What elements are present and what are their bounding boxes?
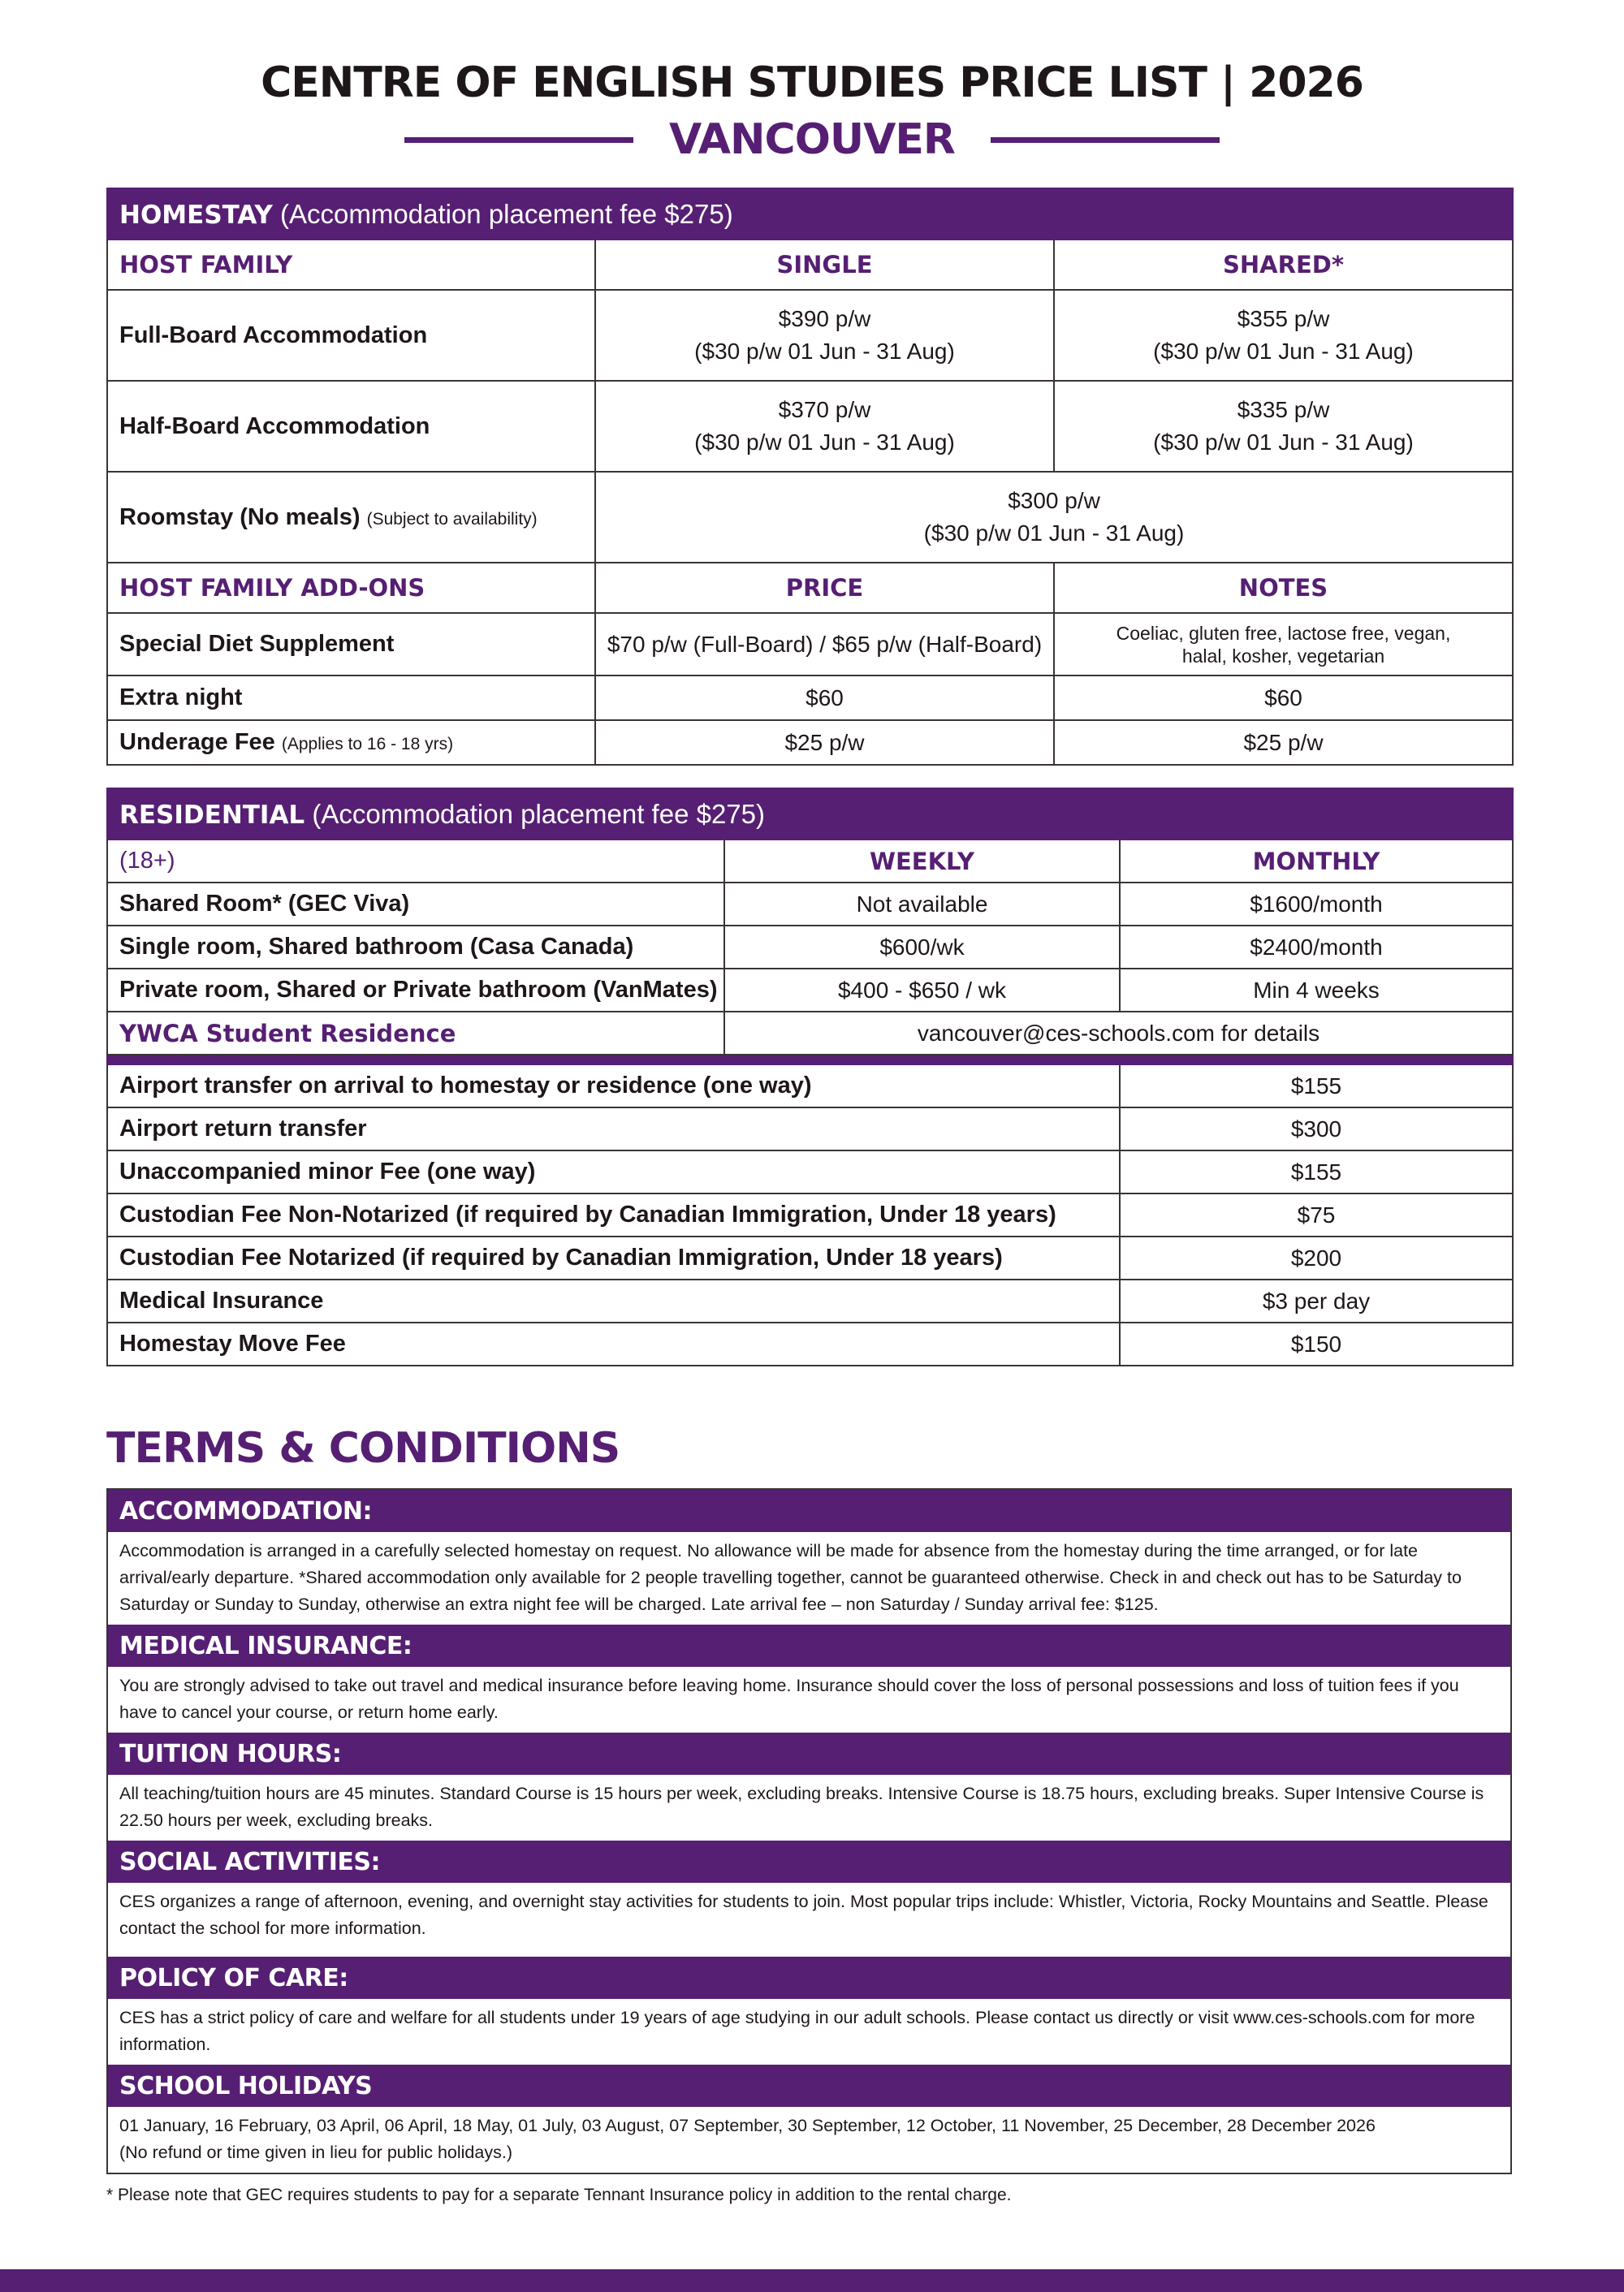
terms-section-body: You are strongly advised to take out travel and medical insurance before leaving home. Insurance should cover the loss of personal possessions and loss of tuition fees if you have to cancel your course, or return home early.	[108, 1667, 1510, 1733]
price-shared: $335 p/w	[1237, 397, 1330, 422]
table-row	[107, 1323, 1513, 1366]
table-row	[107, 290, 1513, 381]
footer-bar	[0, 2269, 1624, 2292]
row-label-ywca: YWCA Student Residence	[107, 1012, 724, 1055]
residential-banner	[107, 788, 1513, 840]
price-cell: $70 p/w (Full-Board) / $65 p/w (Half-Board)	[595, 613, 1054, 676]
footnote: * Please note that GEC requires students to pay for a separate Tennant Insurance policy in addition to the rental charge.	[106, 2186, 1012, 2204]
notes-line: Coeliac, gluten free, lactose free, vegan,	[1116, 622, 1451, 644]
table-row	[107, 1012, 1513, 1055]
price-roomstay-note: ($30 p/w 01 Jun - 31 Aug)	[923, 520, 1185, 546]
row-label: Airport return transfer	[107, 1107, 1120, 1150]
monthly-cell: $2400/month	[1120, 926, 1513, 969]
price-cell: $300	[1120, 1107, 1513, 1150]
terms-section-title: ACCOMMODATION:	[108, 1490, 1510, 1532]
city-name: VANCOUVER	[669, 115, 955, 164]
addons-header-row	[107, 563, 1513, 613]
row-label: Special Diet Supplement	[107, 613, 595, 676]
column-header-addons: HOST FAMILY ADD-ONS	[107, 563, 595, 613]
terms-section-title: TUITION HOURS:	[108, 1733, 1510, 1775]
row-label-text: Underage Fee	[119, 729, 275, 755]
price-cell: $25 p/w	[595, 720, 1054, 765]
price-cell: $150	[1120, 1323, 1513, 1366]
table-row	[107, 472, 1513, 563]
row-label	[107, 720, 595, 765]
page-title	[0, 58, 1624, 107]
terms-section-body: Accommodation is arranged in a carefully selected homestay on request. No allowance will be made for absence from the homestay during the time arranged, or for late arrival/early departure. *Shared accommodation only available for 2 people travelling together, cannot be guaranteed otherwise. Check in and check out has to be Saturday to Saturday or Sunday to Sunday, otherwise an extra night fee will be charged. Late arrival fee – non Saturday / Sunday arrival fee: $125.	[108, 1532, 1510, 1625]
table-row	[107, 926, 1513, 969]
price-cell: $155	[1120, 1064, 1513, 1107]
terms-section-title: SCHOOL HOLIDAYS	[108, 2065, 1510, 2107]
section-divider	[107, 1055, 1513, 1064]
terms-box	[106, 1488, 1512, 2174]
residential-price-table	[106, 788, 1514, 1366]
price-shared: $355 p/w	[1237, 306, 1330, 331]
column-header-age: (18+)	[107, 840, 724, 883]
column-header-shared: SHARED*	[1054, 240, 1513, 290]
table-row	[107, 676, 1513, 720]
table-row	[107, 1280, 1513, 1323]
terms-section-title: MEDICAL INSURANCE:	[108, 1625, 1510, 1667]
row-label: Medical Insurance	[107, 1280, 1120, 1323]
weekly-cell: $600/wk	[724, 926, 1120, 969]
row-label: Full-Board Accommodation	[107, 290, 595, 381]
table-row	[107, 969, 1513, 1012]
homestay-banner	[107, 188, 1513, 240]
table-row	[107, 1193, 1513, 1237]
page-title-text: CENTRE OF ENGLISH STUDIES PRICE LIST |	[261, 58, 1236, 107]
monthly-cell: $1600/month	[1120, 883, 1513, 926]
notes-cell: $25 p/w	[1054, 720, 1513, 765]
price-cell	[595, 381, 1054, 472]
column-header-single: SINGLE	[595, 240, 1054, 290]
table-row	[107, 613, 1513, 676]
column-header-notes: NOTES	[1054, 563, 1513, 613]
notes-cell	[1054, 613, 1513, 676]
row-label: Homestay Move Fee	[107, 1323, 1120, 1366]
price-single: $370 p/w	[778, 397, 871, 422]
row-label: Shared Room* (GEC Viva)	[107, 883, 724, 926]
residential-banner-title: RESIDENTIAL	[119, 800, 305, 830]
price-cell	[1054, 290, 1513, 381]
price-cell: $155	[1120, 1150, 1513, 1193]
row-label: Airport transfer on arrival to homestay or residence (one way)	[107, 1064, 1120, 1107]
row-label-text: Roomstay (No meals)	[119, 503, 361, 530]
price-cell: $75	[1120, 1193, 1513, 1237]
terms-heading: TERMS & CONDITIONS	[106, 1424, 620, 1473]
weekly-cell: $400 - $650 / wk	[724, 969, 1120, 1012]
monthly-cell: Min 4 weeks	[1120, 969, 1513, 1012]
price-cell	[595, 472, 1513, 563]
table-row	[107, 381, 1513, 472]
price-shared-note: ($30 p/w 01 Jun - 31 Aug)	[1153, 339, 1414, 364]
row-label: Custodian Fee Notarized (if required by Canadian Immigration, Under 18 years)	[107, 1237, 1120, 1280]
residential-banner-note: (Accommodation placement fee $275)	[312, 798, 765, 829]
holiday-note: (No refund or time given in lieu for public holidays.)	[119, 2143, 512, 2162]
table-row	[107, 1064, 1513, 1107]
row-label: Custodian Fee Non-Notarized (if required by Canadian Immigration, Under 18 years)	[107, 1193, 1120, 1237]
row-label: Single room, Shared bathroom (Casa Canada)	[107, 926, 724, 969]
terms-section-title: SOCIAL ACTIVITIES:	[108, 1841, 1510, 1883]
table-row	[107, 1237, 1513, 1280]
row-label-small: (Subject to availability)	[366, 509, 538, 529]
row-label	[107, 472, 595, 563]
row-label: Half-Board Accommodation	[107, 381, 595, 472]
terms-section-body-holidays	[108, 2107, 1510, 2173]
table-row	[107, 1107, 1513, 1150]
column-header-monthly: MONTHLY	[1120, 840, 1513, 883]
row-label: Extra night	[107, 676, 595, 720]
decorative-rule-right	[991, 137, 1220, 143]
notes-cell: $60	[1054, 676, 1513, 720]
price-cell	[595, 290, 1054, 381]
row-label-small: (Applies to 16 - 18 yrs)	[281, 735, 454, 753]
homestay-price-table	[106, 188, 1514, 766]
table-row	[107, 1150, 1513, 1193]
table-row	[107, 720, 1513, 765]
city-subtitle	[0, 114, 1624, 166]
terms-section-body: All teaching/tuition hours are 45 minutes. Standard Course is 15 hours per week, excluding breaks. Intensive Course is 18.75 hours, excluding breaks. Super Intensive Course is 22.50 hours per week, excluding breaks.	[108, 1775, 1510, 1841]
terms-section-body: CES organizes a range of afternoon, evening, and overnight stay activities for students to join. Most popular trips include: Whistler, Victoria, Rocky Mountains and Seattle. Please contact the school for more information.	[108, 1883, 1510, 1957]
weekly-cell: Not available	[724, 883, 1120, 926]
homestay-header-row	[107, 240, 1513, 290]
price-cell	[1054, 381, 1513, 472]
ywca-contact[interactable]: vancouver@ces-schools.com for details	[724, 1012, 1513, 1055]
price-shared-note: ($30 p/w 01 Jun - 31 Aug)	[1153, 429, 1414, 455]
residential-header-row	[107, 840, 1513, 883]
price-single-note: ($30 p/w 01 Jun - 31 Aug)	[694, 339, 955, 364]
price-roomstay: $300 p/w	[1008, 488, 1100, 513]
table-row	[107, 883, 1513, 926]
homestay-banner-note: (Accommodation placement fee $275)	[280, 198, 733, 229]
decorative-rule-left	[404, 137, 633, 143]
notes-line: halal, kosher, vegetarian	[1181, 645, 1385, 667]
price-single-note: ($30 p/w 01 Jun - 31 Aug)	[694, 429, 955, 455]
row-label: Unaccompanied minor Fee (one way)	[107, 1150, 1120, 1193]
price-cell: $3 per day	[1120, 1280, 1513, 1323]
row-label: Private room, Shared or Private bathroom (VanMates)	[107, 969, 724, 1012]
column-header-price: PRICE	[595, 563, 1054, 613]
terms-section-title: POLICY OF CARE:	[108, 1957, 1510, 1999]
terms-section-body: CES has a strict policy of care and welfare for all students under 19 years of age studying in our adult schools. Please contact us directly or visit www.ces-schools.com for more information.	[108, 1999, 1510, 2065]
column-header-weekly: WEEKLY	[724, 840, 1120, 883]
page-title-year: 2026	[1249, 58, 1363, 107]
column-header-host-family: HOST FAMILY	[107, 240, 595, 290]
price-cell: $200	[1120, 1237, 1513, 1280]
homestay-banner-title: HOMESTAY	[119, 200, 273, 230]
price-single: $390 p/w	[778, 306, 871, 331]
holiday-dates: 01 January, 16 February, 03 April, 06 April, 18 May, 01 July, 03 August, 07 September, 30 September, 12 October, 11 November, 25 December, 28 December 2026	[119, 2116, 1376, 2135]
price-cell: $60	[595, 676, 1054, 720]
